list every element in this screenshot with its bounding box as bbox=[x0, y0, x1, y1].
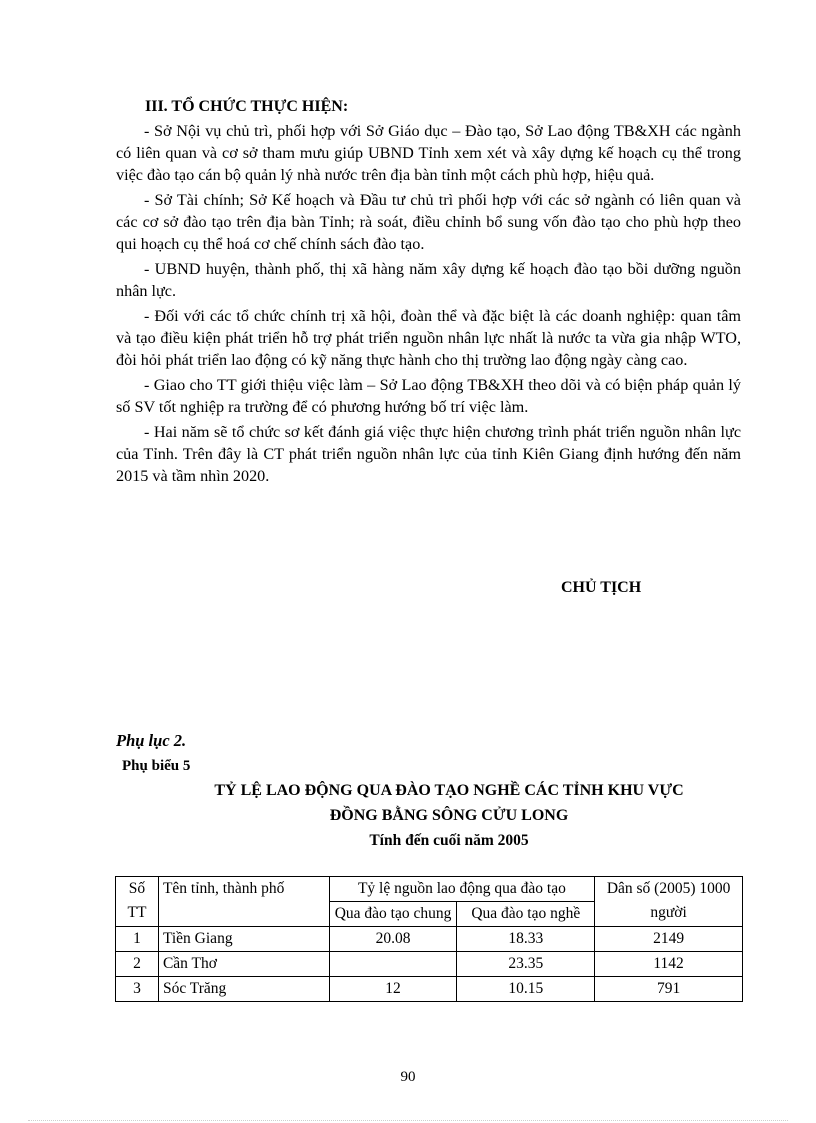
table-row bbox=[116, 927, 743, 952]
appendix-label: Phụ lục 2. bbox=[116, 731, 187, 750]
table-title: TỶ LỆ LAO ĐỘNG QUA ĐÀO TẠO NGHỀ CÁC TỈNH KHU VỰC bbox=[214, 782, 684, 799]
cell-province: Sóc Trăng bbox=[158, 977, 329, 1002]
cell-general bbox=[329, 952, 457, 977]
appendix-subtitle: Phụ biểu 5 bbox=[122, 758, 191, 774]
table-header-row bbox=[116, 877, 743, 902]
paragraph: - Đối với các tổ chức chính trị xã hội, đoàn thể và đặc biệt là các doanh nghiệp: quan tâm và tạo điều kiện phát triển hỗ trợ phát triển nguồn nhân lực nhất là nước ta vừa gia nhập WTO, đòi hỏi phát triển lao động có kỹ năng thực hành cho thị trường lao động ngày càng cao. bbox=[116, 307, 741, 369]
cell-population: 791 bbox=[595, 977, 743, 1002]
page-number: 90 bbox=[400, 1069, 416, 1085]
cell-general: 20.08 bbox=[329, 927, 457, 952]
header-population: Dân số (2005) 1000 người bbox=[595, 877, 743, 927]
page-bottom-divider bbox=[28, 1120, 788, 1121]
cell-province: Cần Thơ bbox=[158, 952, 329, 977]
header-ratio-group: Tỷ lệ nguồn lao động qua đào tạo bbox=[329, 877, 595, 902]
header-general: Qua đào tạo chung bbox=[329, 902, 457, 927]
header-no: Số TT bbox=[116, 877, 159, 927]
cell-population: 2149 bbox=[595, 927, 743, 952]
cell-no: 1 bbox=[116, 927, 159, 952]
paragraph: - Sở Nội vụ chủ trì, phối hợp với Sở Giáo dục – Đào tạo, Sở Lao động TB&XH các ngành có liên quan và cơ sở tham mưu giúp UBND Tỉnh xem xét và xây dựng kế hoạch cụ thể trong việc đào tạo cán bộ quản lý nhà nước trên địa bàn tỉnh một cách phù hợp, hiệu quả. bbox=[116, 122, 741, 184]
table-title-date: Tính đến cuối năm 2005 bbox=[369, 832, 529, 849]
signature-title: CHỦ TỊCH bbox=[561, 579, 642, 596]
paragraph: - Giao cho TT giới thiệu việc làm – Sở Lao động TB&XH theo dõi và có biện pháp quản lý số SV tốt nghiệp ra trường để có phương hướng bố trí việc làm. bbox=[116, 376, 741, 416]
cell-population: 1142 bbox=[595, 952, 743, 977]
paragraph: - UBND huyện, thành phố, thị xã hàng năm xây dựng kế hoạch đào tạo bồi dưỡng nguồn nhân lực. bbox=[116, 260, 741, 300]
header-vocational: Qua đào tạo nghề bbox=[457, 902, 595, 927]
body-text bbox=[116, 120, 741, 490]
cell-province: Tiền Giang bbox=[158, 927, 329, 952]
cell-no: 2 bbox=[116, 952, 159, 977]
table-row bbox=[116, 952, 743, 977]
paragraph: - Hai năm sẽ tổ chức sơ kết đánh giá việc thực hiện chương trình phát triển nguồn nhân lực của Tỉnh. Trên đây là CT phát triển nguồn nhân lực của tỉnh Kiên Giang định hướng đến năm 2015 và tầm nhìn 2020. bbox=[116, 423, 741, 485]
paragraph: - Sở Tài chính; Sở Kế hoạch và Đầu tư chủ trì phối hợp với các sở ngành có liên quan và các cơ sở đào tạo trên địa bàn Tỉnh; rà soát, điều chỉnh bổ sung vốn đào tạo cho phù hợp theo qui hoạch cụ thể hoá cơ chế chính sách đào tạo. bbox=[116, 191, 741, 253]
cell-vocational: 23.35 bbox=[457, 952, 595, 977]
table-row bbox=[116, 977, 743, 1002]
cell-vocational: 10.15 bbox=[457, 977, 595, 1002]
section-heading: III. TỔ CHỨC THỰC HIỆN: bbox=[145, 98, 349, 115]
cell-no: 3 bbox=[116, 977, 159, 1002]
cell-vocational: 18.33 bbox=[457, 927, 595, 952]
header-province: Tên tỉnh, thành phố bbox=[158, 877, 329, 927]
cell-general: 12 bbox=[329, 977, 457, 1002]
table-title-region: ĐỒNG BẰNG SÔNG CỬU LONG bbox=[329, 807, 569, 824]
data-table bbox=[115, 876, 743, 1002]
